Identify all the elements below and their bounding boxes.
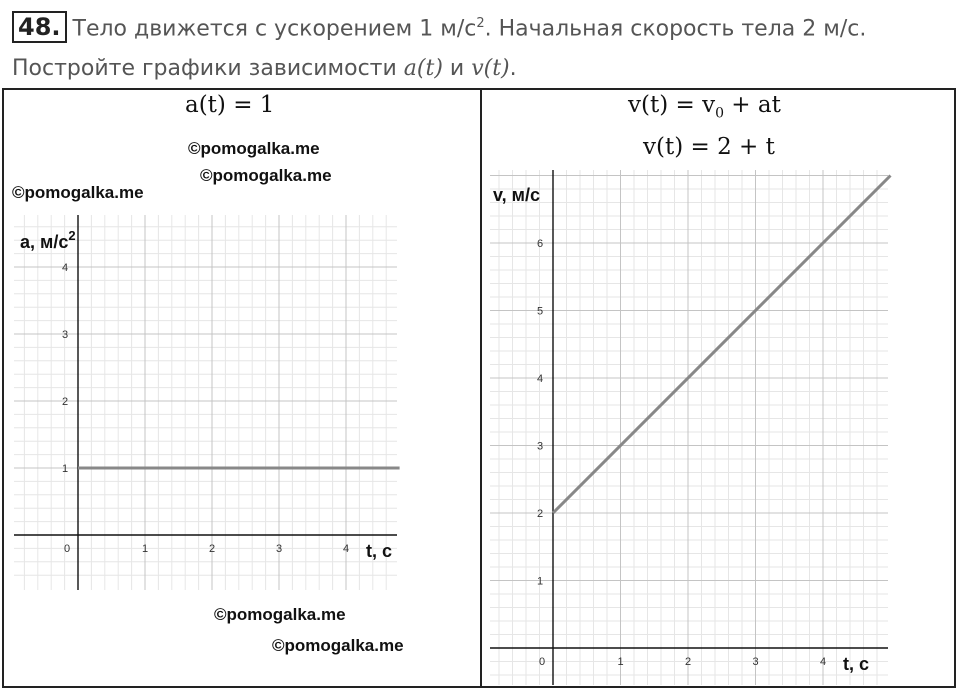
y-tick-label: 4	[62, 262, 69, 274]
x-tick-label: 1	[617, 656, 624, 668]
problem-v-of-t: v(t)	[471, 56, 510, 82]
formula-velocity-specific: v(t) = 2 + t	[643, 134, 775, 160]
x-tick-label: 0	[539, 656, 546, 668]
x-tick-label: 4	[820, 656, 827, 668]
x-axis-title: t, c	[843, 654, 870, 674]
y-axis-title	[493, 185, 540, 205]
watermark-4: ©pomogalka.me	[214, 605, 346, 624]
x-tick-label: 3	[276, 543, 283, 555]
watermark-3: ©pomogalka.me	[12, 183, 144, 202]
problem-and: и	[442, 56, 472, 82]
problem-number: 48.	[12, 11, 67, 43]
y-tick-label: 2	[537, 508, 544, 520]
watermark-2: ©pomogalka.me	[200, 166, 332, 185]
watermark-1: ©pomogalka.me	[188, 139, 320, 158]
y-tick-label: 1	[62, 463, 69, 475]
x-tick-label: 2	[209, 543, 216, 555]
series-line	[553, 176, 891, 514]
formula-velocity-general-subscript: 0	[715, 105, 724, 122]
y-axis-title-text: v, м/с	[493, 185, 541, 205]
y-tick-label: 2	[62, 396, 69, 408]
y-tick-label: 1	[537, 575, 544, 588]
formula-velocity-general-lhs: v(t) = v	[628, 92, 716, 118]
x-axis-title: t, c	[366, 541, 393, 561]
watermark-5: ©pomogalka.me	[272, 636, 404, 655]
problem-end: .	[509, 56, 517, 82]
y-axis-title-text: a, м/c	[20, 232, 69, 252]
problem-a-of-t: a(t)	[403, 56, 443, 82]
x-tick-label: 2	[685, 656, 692, 668]
y-axis-title	[20, 228, 76, 252]
y-tick-label: 6	[537, 238, 544, 250]
problem-text-1-tail: . Начальная скорость тела 2 м/с.	[484, 16, 867, 42]
y-tick-label: 3	[62, 329, 69, 341]
y-tick-label: 4	[537, 373, 544, 385]
x-tick-label: 3	[752, 656, 759, 668]
y-axis-title-exponent: 2	[68, 228, 76, 243]
problem-unit-exponent: 2	[476, 16, 485, 31]
x-tick-label: 4	[343, 543, 350, 555]
x-tick-label: 0	[64, 543, 71, 555]
chart-acceleration	[14, 215, 400, 590]
chart-velocity	[490, 170, 891, 685]
y-tick-label: 3	[537, 440, 544, 453]
problem-text-2: Постройте графики зависимости	[12, 56, 404, 82]
x-tick-label: 1	[142, 543, 149, 555]
formula-velocity-general-rhs: + at	[724, 92, 781, 118]
formula-acceleration: a(t) = 1	[185, 92, 275, 118]
y-tick-label: 5	[537, 305, 544, 318]
problem-text-1: Тело движется с ускорением 1 м/с	[72, 16, 477, 42]
